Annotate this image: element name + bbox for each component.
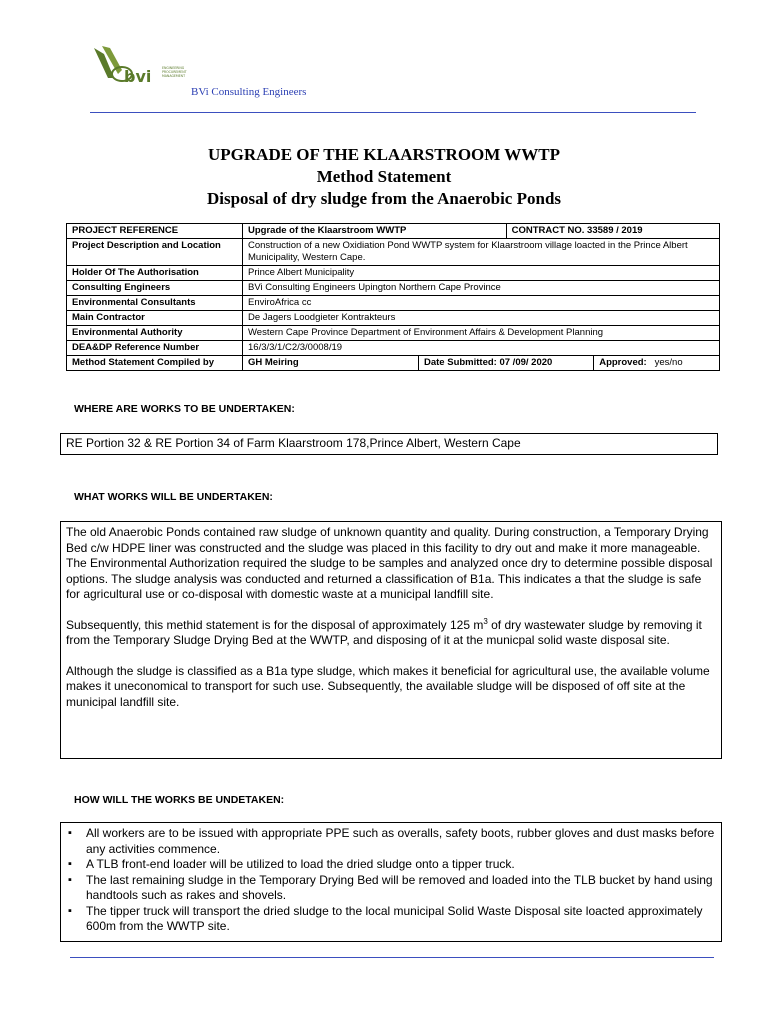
footer-rule [70, 957, 714, 958]
table-row [67, 266, 720, 281]
project-reference-label: PROJECT REFERENCE [67, 224, 243, 239]
table-row [67, 281, 720, 296]
table-row [67, 326, 720, 341]
what-paragraph-2 [66, 618, 716, 649]
row-label: Holder Of The Authorisation [67, 266, 243, 281]
row-value: Construction of a new Oxidiation Pond WWTP system for Klaarstroom village loacted in the Prince Albert Municipality, Western Cape. [243, 239, 720, 266]
what-box [60, 521, 722, 759]
what-paragraph-3: Although the sludge is classified as a B1a type sludge, which makes it beneficial for agricultural use, the available volume makes it uneconomical to transport for such use. Subsequently, the available sludge will be disposed of off site at the municipal landfill site. [66, 663, 710, 709]
what-paragraph-2-end: of dry wastewater sludge by removing it from the Temporary Sludge Drying Bed at the WWTP, and disposing of it at the municpal solid waste disposal site. [66, 617, 702, 647]
what-heading: WHAT WORKS WILL BE UNDERTAKEN: [74, 491, 273, 503]
row-label: Environmental Authority [67, 326, 243, 341]
title-line-1: UPGRADE OF THE KLAARSTROOM WWTP [208, 145, 560, 164]
where-text: RE Portion 32 & RE Portion 34 of Farm Klaarstroom 178,Prince Albert, Western Cape [66, 436, 521, 450]
project-info-table [66, 223, 720, 371]
logo-tagline-2: PROCUREMENT [162, 70, 187, 74]
approved-label: Approved: [599, 357, 647, 368]
title-line-2: Method Statement [316, 167, 452, 186]
table-row [67, 311, 720, 326]
list-item: ▪ The tipper truck will transport the dried sludge to the local municipal Solid Waste Disposal site loacted approximately 600m from the WWTP site. [66, 904, 716, 935]
compiled-by-value: GH Meiring [243, 356, 419, 371]
row-label: Environmental Consultants [67, 296, 243, 311]
row-label: Main Contractor [67, 311, 243, 326]
header-rule [90, 112, 696, 113]
row-value: BVi Consulting Engineers Upington Northern Cape Province [243, 281, 720, 296]
contract-number: CONTRACT NO. 33589 / 2019 [506, 224, 719, 239]
approval-cell [594, 356, 720, 371]
row-value: 16/3/3/1/C2/3/0008/19 [243, 341, 720, 356]
document-title-block [0, 144, 768, 210]
where-heading: WHERE ARE WORKS TO BE UNDERTAKEN: [74, 403, 295, 415]
table-row [67, 224, 720, 239]
row-value: EnviroAfrica cc [243, 296, 720, 311]
row-label: DEA&DP Reference Number [67, 341, 243, 356]
row-label: Consulting Engineers [67, 281, 243, 296]
approved-value: yes/no [654, 357, 683, 368]
table-row [67, 341, 720, 356]
date-submitted: Date Submitted: 07 /09/ 2020 [419, 356, 594, 371]
table-row [67, 296, 720, 311]
cubic-superscript: 3 [483, 616, 488, 626]
logo-wordmark: bvi [124, 67, 152, 86]
what-paragraph-2-start: Subsequently, this methid statement is for the disposal of approximately 125 m [66, 617, 484, 632]
list-item: ▪ A TLB front-end loader will be utilized to load the dried sludge onto a tipper truck. [66, 857, 716, 873]
company-name: BVi Consulting Engineers [191, 86, 307, 98]
how-bullet-list [66, 826, 716, 935]
what-paragraph-1: The old Anaerobic Ponds contained raw sludge of unknown quantity and quality. During construction, a Temporary Drying Bed c/w HDPE liner was constructed and the sludge was placed in this facility to dry out and make it more manageable. The Environmental Authorization required the sludge to be samples and analyzed once dry to determine possible disposal options. The sludge analysis was conducted and returned a classification of B1a. This indicates a that the sludge is safe for agricultural use or co-disposal with domestic waste at a municipal landfill site. [66, 525, 713, 601]
how-heading: HOW WILL THE WORKS BE UNDETAKEN: [74, 794, 285, 806]
row-value: De Jagers Loodgieter Kontrakteurs [243, 311, 720, 326]
compiled-by-label: Method Statement Compiled by [67, 356, 243, 371]
row-label: Project Description and Location [67, 239, 243, 266]
table-row [67, 356, 720, 371]
logo-tagline-3: MANAGEMENT [162, 74, 186, 78]
title-line-3: Disposal of dry sludge from the Anaerobic Ponds [206, 189, 562, 208]
list-item: ▪ The last remaining sludge in the Temporary Drying Bed will be removed and loaded into the TLB bucket by hand using handtools such as rakes and shovels. [66, 873, 716, 904]
row-value: Prince Albert Municipality [243, 266, 720, 281]
where-box [60, 433, 718, 455]
project-reference-value: Upgrade of the Klaarstroom WWTP [243, 224, 507, 239]
how-box [60, 822, 722, 942]
logo-tagline-1: ENGINEERING [162, 66, 185, 70]
list-item: ▪ All workers are to be issued with appropriate PPE such as overalls, safety boots, rubber gloves and dust masks before any activities commence. [66, 826, 716, 857]
row-value: Western Cape Province Department of Environment Affairs & Development Planning [243, 326, 720, 341]
table-row [67, 239, 720, 266]
